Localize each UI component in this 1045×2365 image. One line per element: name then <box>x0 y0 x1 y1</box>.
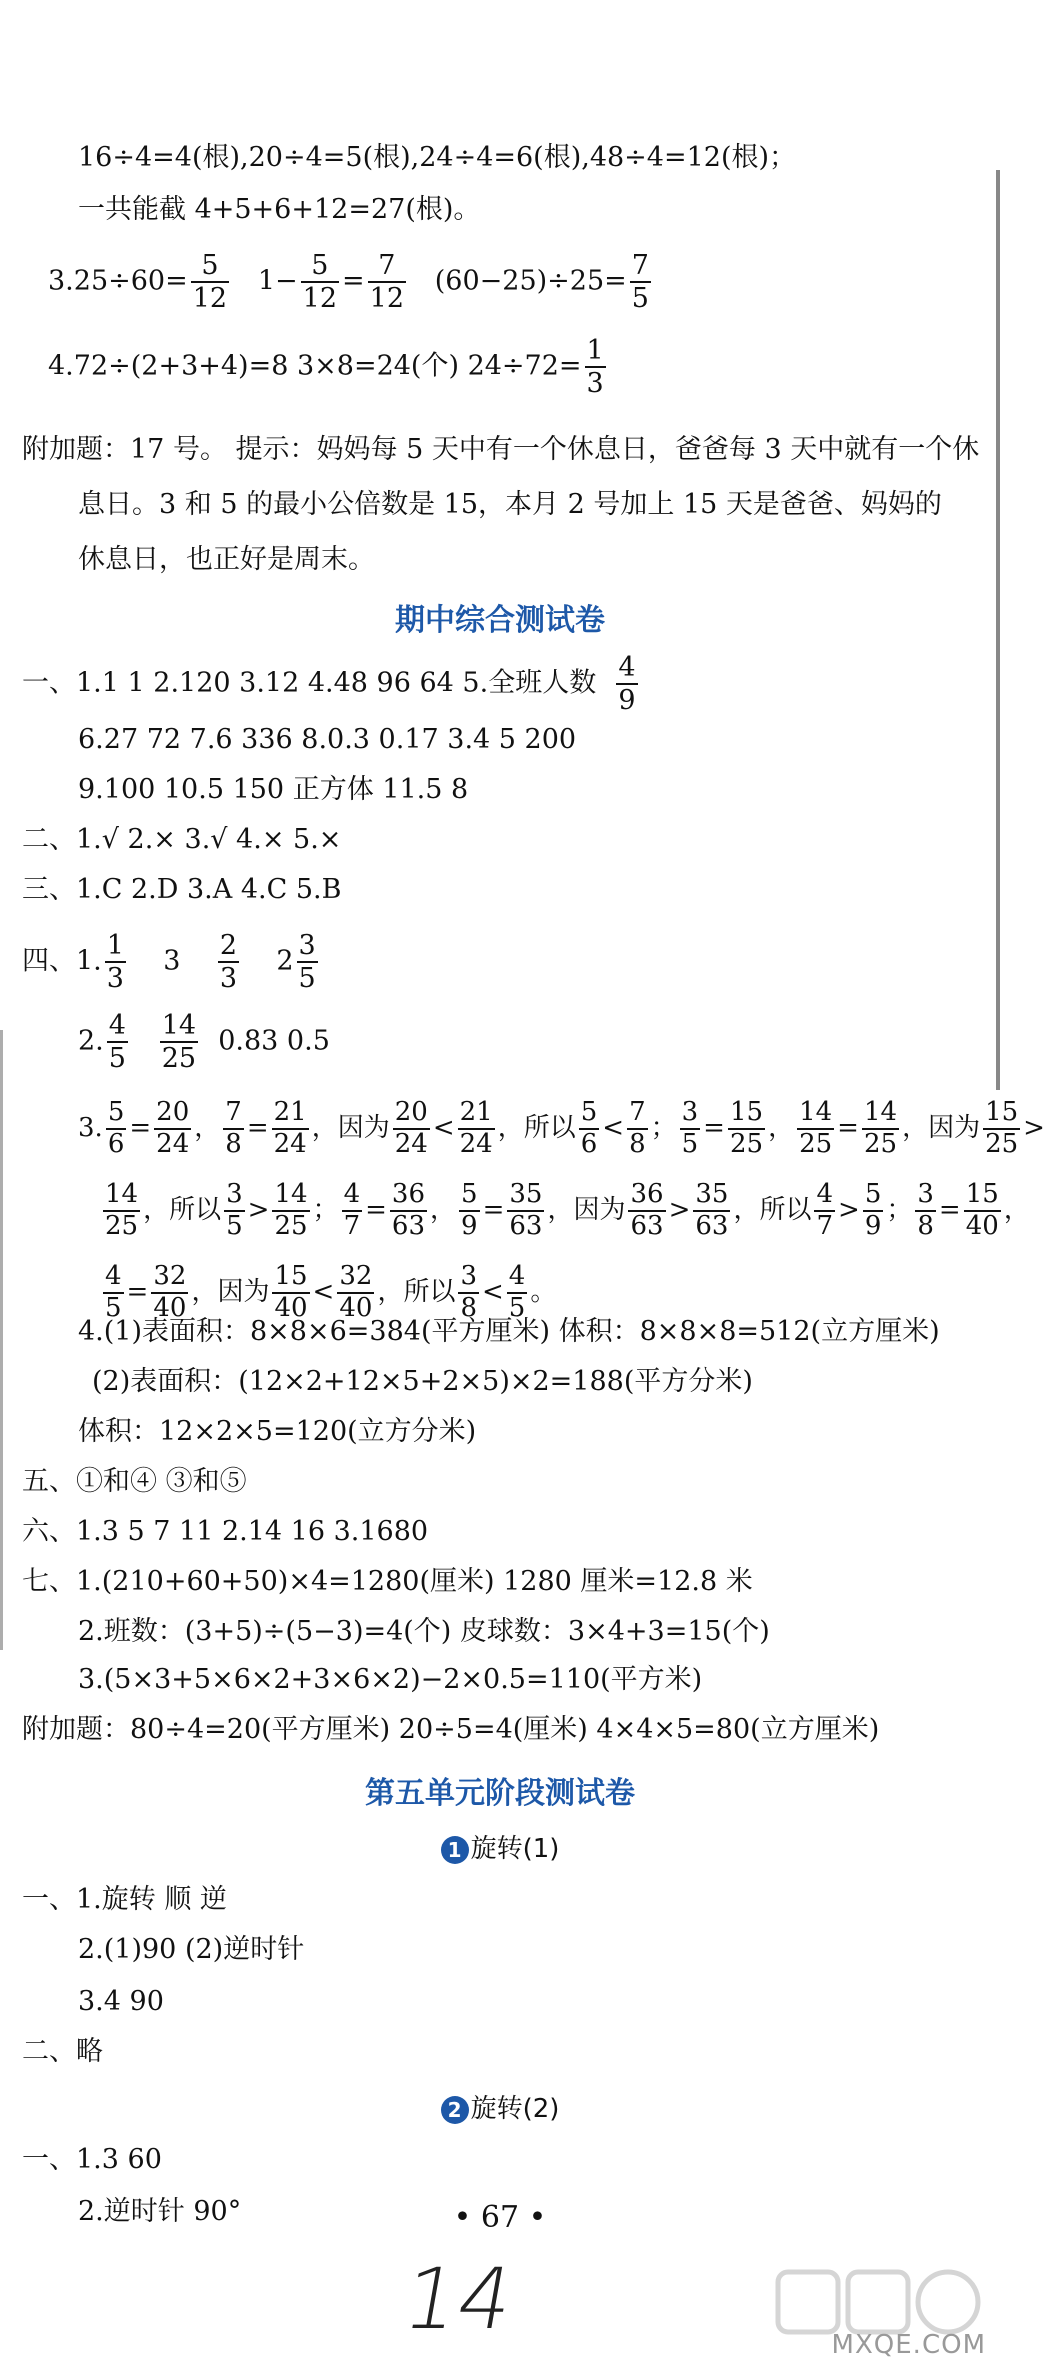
answer-line: 六、1.3 5 7 11 2.14 16 3.1680 <box>22 1516 429 1547</box>
fraction: $\frac{3}{5}$ <box>298 930 316 995</box>
fraction: $\frac{5}{12}$ <box>302 250 338 315</box>
answer-line: 2.逆时针 90° <box>78 2196 242 2227</box>
page-number: • 67 • <box>453 2200 547 2235</box>
fraction: $\frac{36}{63}$ <box>630 1179 664 1241</box>
fraction: $\frac{14}{25}$ <box>105 1179 139 1241</box>
answer-line: 9.100 10.5 150 正方体 11.5 8 <box>78 774 469 805</box>
fraction: $\frac{4}{7}$ <box>816 1179 834 1241</box>
answer-line: 2. $\frac{4}{5}$ $\frac{14}{25}$ 0.83 0.5 <box>78 1010 330 1075</box>
fraction: $\frac{15}{40}$ <box>274 1261 308 1323</box>
answer-line: 一、1.旋转 顺 逆 <box>22 1884 227 1915</box>
fraction: $\frac{3}{5}$ <box>226 1179 243 1241</box>
answer-line: 3.(5×3+5×6×2+3×6×2)−2×0.5=110(平方米) <box>78 1664 703 1695</box>
comparison-line-2: $\frac{14}{25}$ ，所以 $\frac{3}{5}$ > $\frac{14}{25}$ ； $\frac{4}{7}$ = $\frac{36}{63}$ ， $\frac{5}{9}$ = $\frac{35}{63}$ ，因为 $\frac{36}{63}$ > $\frac{35}{63}$ ，所以 $\frac{4}{7}$ > $\frac{5}{9}$ ； $\frac{3}{8}$ = $\frac{15}{40}$ ， <box>105 1179 1030 1241</box>
fraction: $\frac{14}{25}$ <box>161 1010 197 1075</box>
fraction: $\frac{3}{5}$ <box>681 1097 699 1159</box>
answer-line: 一、1.3 60 <box>22 2144 162 2175</box>
page-edge-left <box>0 1030 3 1650</box>
section-title-unit5: 第五单元阶段测试卷 <box>365 1776 635 1811</box>
answer-line: 2.(1)90 (2)逆时针 <box>78 1934 305 1965</box>
fraction: $\frac{4}{9}$ <box>618 652 636 717</box>
fraction: $\frac{7}{8}$ <box>225 1097 242 1159</box>
number-badge: 2 <box>441 2096 469 2124</box>
fraction: $\frac{4}{7}$ <box>343 1179 361 1241</box>
answer-line: 五、①和④ ③和⑤ <box>22 1466 247 1497</box>
answer-line: 一共能截 4+5+6+12=27(根)。 <box>78 194 481 225</box>
fraction: $\frac{20}{24}$ <box>156 1097 190 1159</box>
bonus-answer: 息日。3 和 5 的最小公倍数是 15，本月 2 号加上 15 天是爸爸、妈妈的 <box>78 489 942 520</box>
fraction: $\frac{4}{5}$ <box>105 1261 122 1323</box>
fraction: $\frac{7}{12}$ <box>369 250 404 315</box>
fraction: $\frac{36}{63}$ <box>391 1179 425 1241</box>
fraction: $\frac{4}{5}$ <box>108 1010 126 1075</box>
fraction: $\frac{5}{12}$ <box>192 250 228 315</box>
fraction: $\frac{7}{5}$ <box>631 250 649 315</box>
fraction: $\frac{5}{6}$ <box>107 1097 125 1159</box>
fraction: $\frac{20}{24}$ <box>394 1097 428 1159</box>
subsection-title-rotation-2: 2 旋转(2) <box>0 2088 1000 2125</box>
fraction: $\frac{15}{25}$ <box>985 1097 1019 1159</box>
answer-line: 体积：12×2×5=120(立方分米) <box>78 1416 477 1447</box>
number-badge: 1 <box>441 1836 469 1864</box>
fraction: $\frac{7}{8}$ <box>629 1097 646 1159</box>
answer-line: 七、1.(210+60+50)×4=1280(厘米) 1280 厘米=12.8 米 <box>22 1566 753 1597</box>
comparison-line-1: 3. $\frac{5}{6}$ = $\frac{20}{24}$ ， $\frac{7}{8}$ = $\frac{21}{24}$ ，因为 $\frac{20}{24}$ < $\frac{21}{24}$ ，所以 $\frac{5}{6}$ < $\frac{7}{8}$ ； $\frac{3}{5}$ = $\frac{15}{25}$ ， $\frac{14}{25}$ = $\frac{14}{25}$ ，因为 $\frac{15}{25}$ > <box>78 1097 1045 1159</box>
section-title-midterm: 期中综合测试卷 <box>395 603 605 638</box>
fraction: $\frac{5}{9}$ <box>864 1179 882 1241</box>
answer-line: 16÷4=4(根),20÷4=5(根),24÷4=6(根),48÷4=12(根)； <box>78 142 797 173</box>
fraction: $\frac{15}{25}$ <box>729 1097 764 1159</box>
fraction: $\frac{14}{25}$ <box>274 1179 308 1241</box>
fraction: $\frac{14}{25}$ <box>799 1097 833 1159</box>
fraction: $\frac{3}{8}$ <box>460 1261 477 1323</box>
fraction: $\frac{21}{24}$ <box>273 1097 307 1159</box>
answer-line: 一、1.1 1 2.120 3.12 4.48 96 64 5.全班人数 $\frac{4}{9}$ <box>22 652 636 717</box>
answer-line: 三、1.C 2.D 3.A 4.C 5.B <box>22 874 342 905</box>
answer-line: 4.(1)表面积：8×8×6=384(平方厘米) 体积：8×8×8=512(立方厘米) <box>78 1316 940 1347</box>
fraction: $\frac{35}{63}$ <box>509 1179 543 1241</box>
answer-line: 2.班数：(3+5)÷(5−3)=4(个) 皮球数：3×4+3=15(个) <box>78 1616 770 1647</box>
comparison-line-3: $\frac{4}{5}$ = $\frac{32}{40}$ ，因为 $\frac{15}{40}$ < $\frac{32}{40}$ ，所以 $\frac{3}{8}$ < $\frac{4}{5}$ 。 <box>105 1261 557 1323</box>
fraction: $\frac{1}{3}$ <box>586 335 604 400</box>
fraction: $\frac{4}{5}$ <box>508 1261 526 1323</box>
fraction: $\frac{15}{40}$ <box>965 1179 999 1241</box>
fraction: $\frac{21}{24}$ <box>459 1097 493 1159</box>
fraction: $\frac{5}{9}$ <box>461 1179 478 1241</box>
subsection-title-rotation-1: 1 旋转(1) <box>0 1828 1000 1865</box>
fraction: $\frac{32}{40}$ <box>339 1261 373 1323</box>
answer-line: 3.4 90 <box>78 1986 164 2017</box>
fraction: $\frac{14}{25}$ <box>863 1097 898 1159</box>
answer-line: 二、略 <box>22 2036 103 2067</box>
bonus-answer: 附加题：80÷4=20(平方厘米) 20÷5=4(厘米) 4×4×5=80(立方厘米) <box>22 1714 880 1745</box>
answer-line: (2)表面积：(12×2+12×5+2×5)×2=188(平方分米) <box>92 1366 753 1397</box>
fraction: $\frac{35}{63}$ <box>695 1179 729 1241</box>
fraction: $\frac{5}{6}$ <box>580 1097 598 1159</box>
fraction: $\frac{3}{8}$ <box>917 1179 934 1241</box>
fraction: $\frac{2}{3}$ <box>219 930 238 995</box>
answer-line: 四、1. $\frac{1}{3}$ 3 $\frac{2}{3}$ 2 $\frac{3}{5}$ <box>22 930 316 995</box>
fraction: $\frac{32}{40}$ <box>153 1261 187 1323</box>
answer-line-4: 4.72÷(2+3+4)=8 3×8=24(个) 24÷72= $\frac{1}{3}$ <box>48 335 604 400</box>
bonus-answer: 休息日，也正好是周末。 <box>78 544 375 575</box>
handwritten-number: 14 <box>396 2250 521 2348</box>
answer-line: 二、1.√ 2.× 3.√ 4.× 5.× <box>22 824 342 855</box>
answer-line-3: 3.25÷60= $\frac{5}{12}$ 1− $\frac{5}{12}$ = $\frac{7}{12}$ (60−25)÷25= $\frac{7}{5}$ <box>48 250 649 315</box>
bonus-answer: 附加题：17 号。 提示：妈妈每 5 天中有一个休息日，爸爸每 3 天中就有一个休 <box>22 434 980 465</box>
fraction: $\frac{1}{3}$ <box>106 930 124 995</box>
watermark-text: MXQE.COM <box>831 2330 986 2360</box>
answer-line: 6.27 72 7.6 336 8.0.3 0.17 3.4 5 200 <box>78 724 577 755</box>
